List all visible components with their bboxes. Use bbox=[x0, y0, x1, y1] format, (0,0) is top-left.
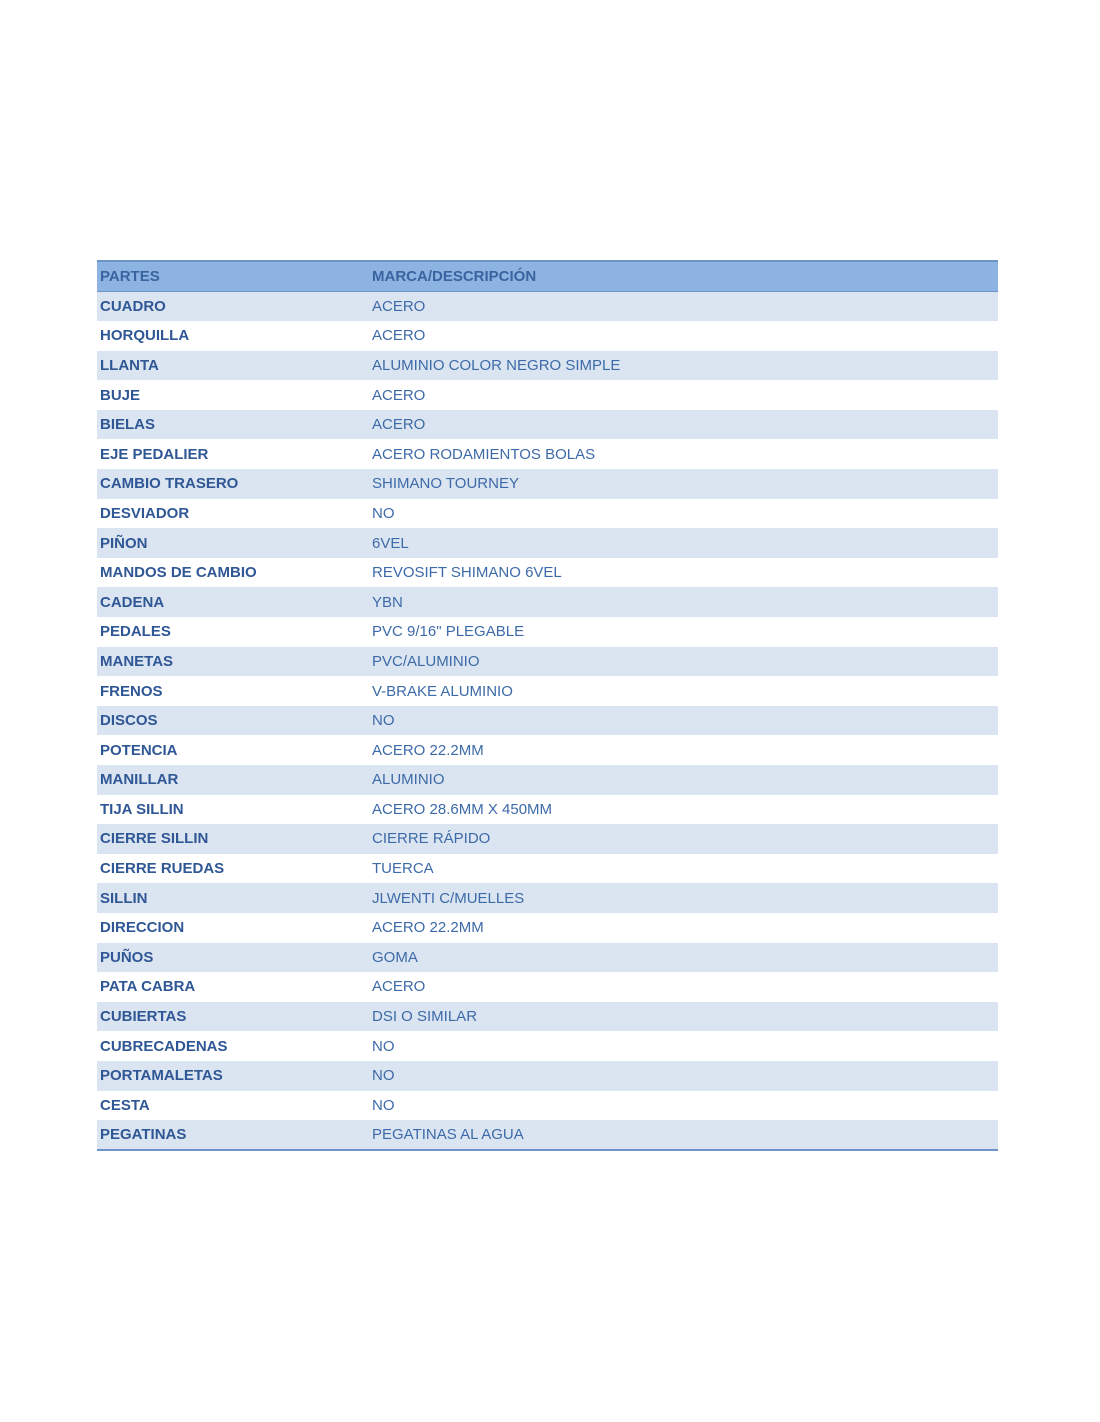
table-row bbox=[97, 913, 998, 943]
table-row bbox=[97, 410, 998, 440]
part-name-cell: HORQUILLA bbox=[97, 321, 369, 351]
part-name-cell: FRENOS bbox=[97, 676, 369, 706]
table-row bbox=[97, 1002, 998, 1032]
table-row bbox=[97, 1120, 998, 1150]
table-row bbox=[97, 972, 998, 1002]
part-description-cell: ACERO 22.2MM bbox=[369, 913, 998, 943]
part-description-cell: GOMA bbox=[369, 943, 998, 973]
table-row bbox=[97, 883, 998, 913]
table-row bbox=[97, 943, 998, 973]
table-row bbox=[97, 1031, 998, 1061]
part-description-cell: NO bbox=[369, 1091, 998, 1121]
part-description-cell: ALUMINIO bbox=[369, 765, 998, 795]
part-name-cell: CESTA bbox=[97, 1091, 369, 1121]
part-description-cell: NO bbox=[369, 499, 998, 529]
part-description-cell: ACERO bbox=[369, 410, 998, 440]
part-description-cell: ACERO 28.6MM X 450MM bbox=[369, 795, 998, 825]
table-row bbox=[97, 499, 998, 529]
part-description-cell: ACERO bbox=[369, 972, 998, 1002]
part-description-cell: V-BRAKE ALUMINIO bbox=[369, 676, 998, 706]
table-row bbox=[97, 380, 998, 410]
table-row bbox=[97, 321, 998, 351]
part-name-cell: CUBIERTAS bbox=[97, 1002, 369, 1032]
part-description-cell: ACERO 22.2MM bbox=[369, 735, 998, 765]
table-body bbox=[97, 292, 998, 1151]
table-row bbox=[97, 528, 998, 558]
part-name-cell: PEDALES bbox=[97, 617, 369, 647]
table-row bbox=[97, 795, 998, 825]
part-description-cell: REVOSIFT SHIMANO 6VEL bbox=[369, 558, 998, 588]
part-description-cell: JLWENTI C/MUELLES bbox=[369, 883, 998, 913]
table-row bbox=[97, 647, 998, 677]
table-row bbox=[97, 735, 998, 765]
table-row bbox=[97, 765, 998, 795]
part-name-cell: CIERRE SILLIN bbox=[97, 824, 369, 854]
part-name-cell: CAMBIO TRASERO bbox=[97, 469, 369, 499]
part-name-cell: CIERRE RUEDAS bbox=[97, 854, 369, 884]
table-row bbox=[97, 1061, 998, 1091]
part-description-cell: YBN bbox=[369, 587, 998, 617]
table-row bbox=[97, 292, 998, 322]
part-name-cell: TIJA SILLIN bbox=[97, 795, 369, 825]
part-name-cell: MANETAS bbox=[97, 647, 369, 677]
part-name-cell: DISCOS bbox=[97, 706, 369, 736]
part-description-cell: NO bbox=[369, 1031, 998, 1061]
part-description-cell: PVC 9/16" PLEGABLE bbox=[369, 617, 998, 647]
part-description-cell: ACERO RODAMIENTOS BOLAS bbox=[369, 439, 998, 469]
part-description-cell: DSI O SIMILAR bbox=[369, 1002, 998, 1032]
part-description-cell: ACERO bbox=[369, 292, 998, 322]
part-name-cell: BIELAS bbox=[97, 410, 369, 440]
part-description-cell: SHIMANO TOURNEY bbox=[369, 469, 998, 499]
part-name-cell: POTENCIA bbox=[97, 735, 369, 765]
part-name-cell: PUÑOS bbox=[97, 943, 369, 973]
part-name-cell: DIRECCION bbox=[97, 913, 369, 943]
table-row bbox=[97, 706, 998, 736]
part-description-cell: 6VEL bbox=[369, 528, 998, 558]
table-row bbox=[97, 854, 998, 884]
part-description-cell: TUERCA bbox=[369, 854, 998, 884]
part-name-cell: LLANTA bbox=[97, 351, 369, 381]
part-description-cell: ALUMINIO COLOR NEGRO SIMPLE bbox=[369, 351, 998, 381]
part-name-cell: CUADRO bbox=[97, 292, 369, 322]
part-name-cell: SILLIN bbox=[97, 883, 369, 913]
part-name-cell: PORTAMALETAS bbox=[97, 1061, 369, 1091]
table-header bbox=[97, 261, 998, 292]
part-name-cell: PEGATINAS bbox=[97, 1120, 369, 1150]
part-description-cell: CIERRE RÁPIDO bbox=[369, 824, 998, 854]
header-description: MARCA/DESCRIPCIÓN bbox=[369, 261, 998, 292]
table-row bbox=[97, 558, 998, 588]
part-description-cell: NO bbox=[369, 1061, 998, 1091]
header-row bbox=[97, 261, 998, 292]
part-name-cell: CUBRECADENAS bbox=[97, 1031, 369, 1061]
part-name-cell: MANILLAR bbox=[97, 765, 369, 795]
part-description-cell: ACERO bbox=[369, 321, 998, 351]
part-name-cell: PIÑON bbox=[97, 528, 369, 558]
table-row bbox=[97, 824, 998, 854]
part-description-cell: NO bbox=[369, 706, 998, 736]
part-name-cell: EJE PEDALIER bbox=[97, 439, 369, 469]
table-row bbox=[97, 439, 998, 469]
part-name-cell: BUJE bbox=[97, 380, 369, 410]
part-name-cell: CADENA bbox=[97, 587, 369, 617]
table-row bbox=[97, 617, 998, 647]
table-row bbox=[97, 469, 998, 499]
part-description-cell: ACERO bbox=[369, 380, 998, 410]
part-name-cell: MANDOS DE CAMBIO bbox=[97, 558, 369, 588]
table-row bbox=[97, 676, 998, 706]
table-row bbox=[97, 351, 998, 381]
bike-parts-table bbox=[97, 260, 998, 1151]
part-description-cell: PVC/ALUMINIO bbox=[369, 647, 998, 677]
table-row bbox=[97, 1091, 998, 1121]
header-part: PARTES bbox=[97, 261, 369, 292]
part-name-cell: PATA CABRA bbox=[97, 972, 369, 1002]
part-description-cell: PEGATINAS AL AGUA bbox=[369, 1120, 998, 1150]
table-row bbox=[97, 587, 998, 617]
part-name-cell: DESVIADOR bbox=[97, 499, 369, 529]
